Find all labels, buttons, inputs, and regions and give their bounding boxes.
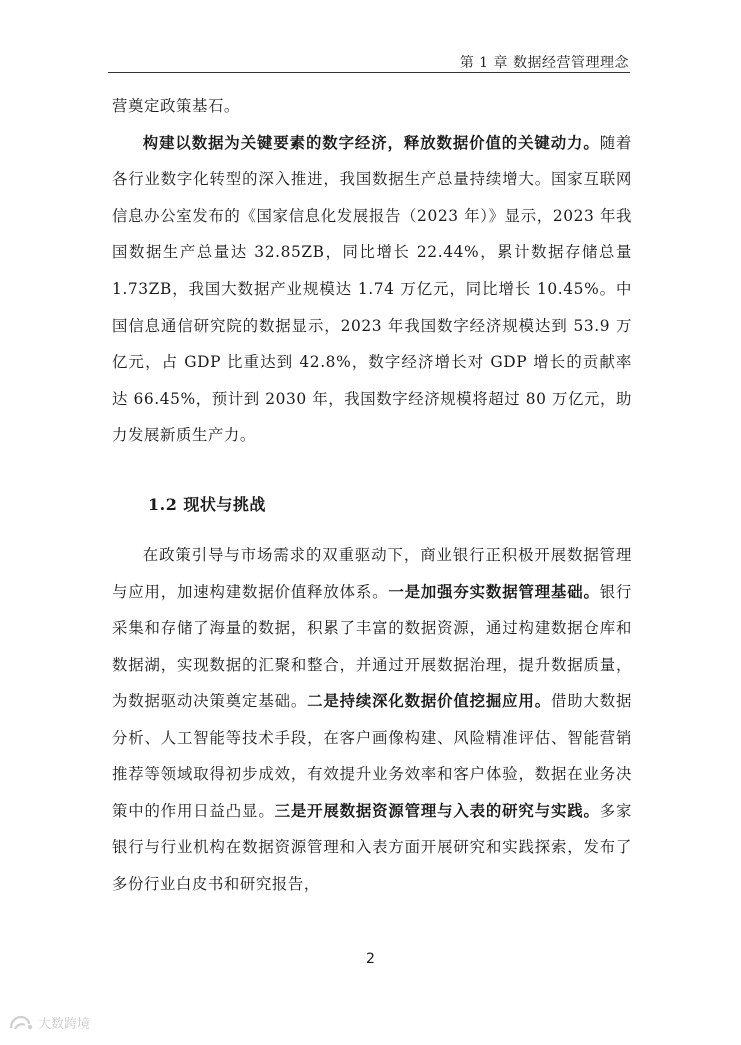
text-segment: 营奠定政策基石。 [112, 97, 240, 115]
body-text-section [112, 537, 632, 902]
paragraph-digital-economy [112, 125, 632, 454]
text-segment: 在政策引导与市场需求的双重驱动下，商业银行正积极开展数据管理与应用，加速构建数据价值释放体系。 [112, 546, 632, 601]
bold-point-three: 三是开展数据资源管理与入表的研究与实践。 [274, 801, 600, 820]
bold-point-one: 一是加强夯实数据管理基础。 [388, 582, 600, 601]
text-segment: 借助大数据分析、人工智能等技术手段，在客户画像构建、风险精准评估、智能营销推荐等领域取得初步成效，有效提升业务效率和客户体验，数据在业务决策中的作用日益凸显。 [112, 692, 632, 820]
bold-lead-sentence: 构建以数据为关键要素的数字经济，释放数据价值的关键动力。 [142, 133, 600, 152]
watermark-logo-icon [8, 1014, 34, 1032]
watermark [8, 1013, 90, 1032]
paragraph-status-challenges [112, 537, 632, 902]
body-text-top [112, 88, 632, 454]
paragraph-continuation [112, 88, 632, 125]
bold-point-two: 二是持续深化数据价值挖掘应用。 [307, 692, 551, 710]
header-rule [108, 72, 630, 73]
text-segment: 银行采集和存储了海量的数据，积累了丰富的数据资源，通过构建数据仓库和数据湖，实现数据的汇聚和整合，并通过开展数据治理，提升数据质量，为数据驱动决策奠定基础。 [112, 582, 632, 710]
text-segment: 随着各行业数字化转型的深入推进，我国数据生产总量持续增大。国家互联网信息办公室发布的《国家信息化发展报告（2023 年）》显示，2023 年我国数据生产总量达 32.85ZB，同比增长 22.44%，累计数据存储总量 1.73ZB，我国大数据产业规模达 1.74 万亿元，同比增长 10.45%。中国信息通信研究院的数据显示，2023 年我国数字经济规模达到 53.9 万亿元，占 GDP 比重达到 42.8%，数字经济增长对 GDP 增长的贡献率达 66.45%，预计到 2030 年，我国数字经济规模将超过 80 万亿元，助力发展新质生产力。 [112, 133, 632, 445]
page-number: 2 [366, 951, 375, 967]
section-heading: 1.2 现状与挑战 [148, 495, 266, 514]
watermark-text: 大数跨境 [38, 1017, 91, 1032]
running-header: 第 1 章 数据经营管理理念 [459, 55, 629, 71]
text-segment: 多家银行与行业机构在数据资源管理和入表方面开展研究和实践探索，发布了多份行业白皮书和研究报告， [112, 801, 632, 893]
